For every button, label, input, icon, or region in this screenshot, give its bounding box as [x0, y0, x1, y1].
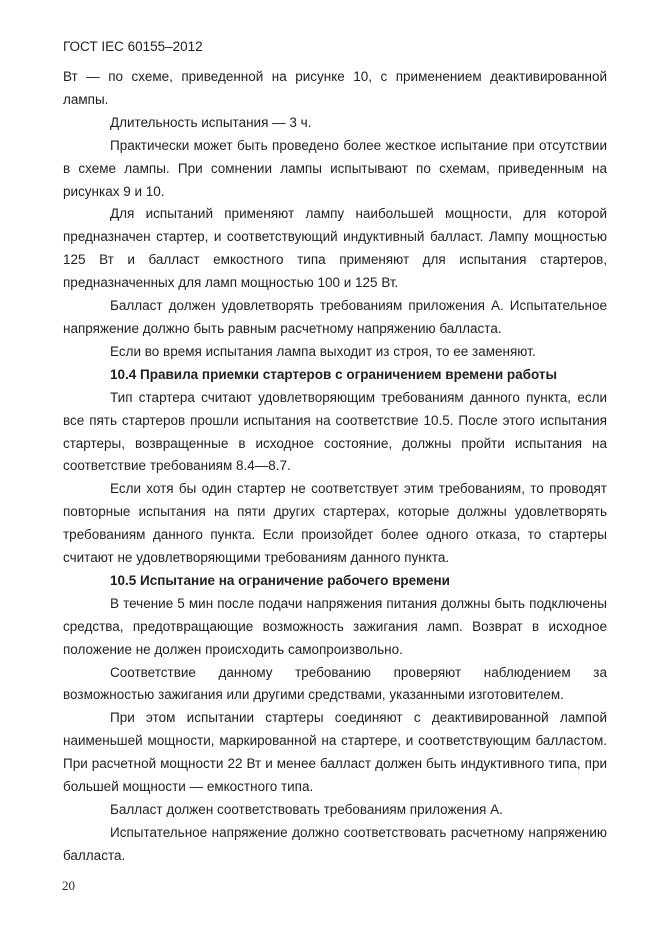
paragraph: Соответствие данному требованию проверяют наблюдением за возможностью зажигания или другими средствами, указанными изготовителем. [63, 664, 607, 703]
paragraph: Балласт должен удовлетворять требованиям приложения А. Испытательное напряжение должно быть равным расчетному напряжению балласта. [63, 298, 607, 336]
paragraph: В течение 5 мин после подачи напряжения питания должны быть подключены средства, предотвращающие возможность зажигания ламп. Возврат в исходное положение не должен происходить самопроизвольно. [63, 595, 607, 657]
paragraph: Если хотя бы один стартер не соответствует этим требованиям, то проводят повторные испытания на пяти других стартерах, которые должны удовлетворять требованиям данного пункта. Если произойдет более одного отказа, то стартеры считают не удовлетворяющими требованиям данного пункта. [63, 481, 607, 566]
paragraph: Если во время испытания лампа выходит из строя, то ее заменяют. [110, 343, 536, 359]
paragraph: Практически может быть проведено более жесткое испытание при отсутствии в схеме лампы. При сомнении лампы испытывают по схемам, приведенным на рисунках 9 и 10. [63, 137, 607, 199]
running-header: ГОСТ IEC 60155–2012 [63, 39, 203, 54]
paragraph: Тип стартера считают удовлетворяющим требованиям данного пункта, если все пять стартеров прошли испытания на соответствие 10.5. После этого испытания стартеры, возвращенные в исходное состояние, должны пройти испытания на соответствие требованиям 8.4—8.7. [63, 389, 607, 474]
paragraph: Длительность испытания — 3 ч. [110, 114, 312, 130]
paragraph: Балласт должен соответствовать требованиям приложения А. [110, 802, 503, 817]
paragraph: Для испытаний применяют лампу наибольшей мощности, для которой предназначен стартер, и соответствующий индуктивный балласт. Лампу мощностью 125 Вт и балласт емкостного типа применяют для испытания стартеров, предназначенных для ламп мощностью 100 и 125 Вт. [63, 206, 607, 291]
section-heading: 10.5 Испытание на ограничение рабочего времени [110, 572, 450, 588]
document-paragraphs [63, 66, 607, 868]
paragraph: Испытательное напряжение должно соответствовать расчетному напряжению балласта. [63, 824, 607, 863]
paragraph: Вт — по схеме, приведенной на рисунке 10, с применением деактивированной лампы. [63, 69, 607, 107]
paragraph: При этом испытании стартеры соединяют с деактивированной лампой наименьшей мощности, маркированной на стартере, и соответствующим балластом. При расчетной мощности 22 Вт и менее балласт должен быть индуктивного типа, при большей мощности — емкостного типа. [63, 710, 607, 795]
section-heading: 10.4 Правила приемки стартеров с ограничением времени работы [110, 366, 558, 382]
page-number: 20 [62, 878, 75, 893]
